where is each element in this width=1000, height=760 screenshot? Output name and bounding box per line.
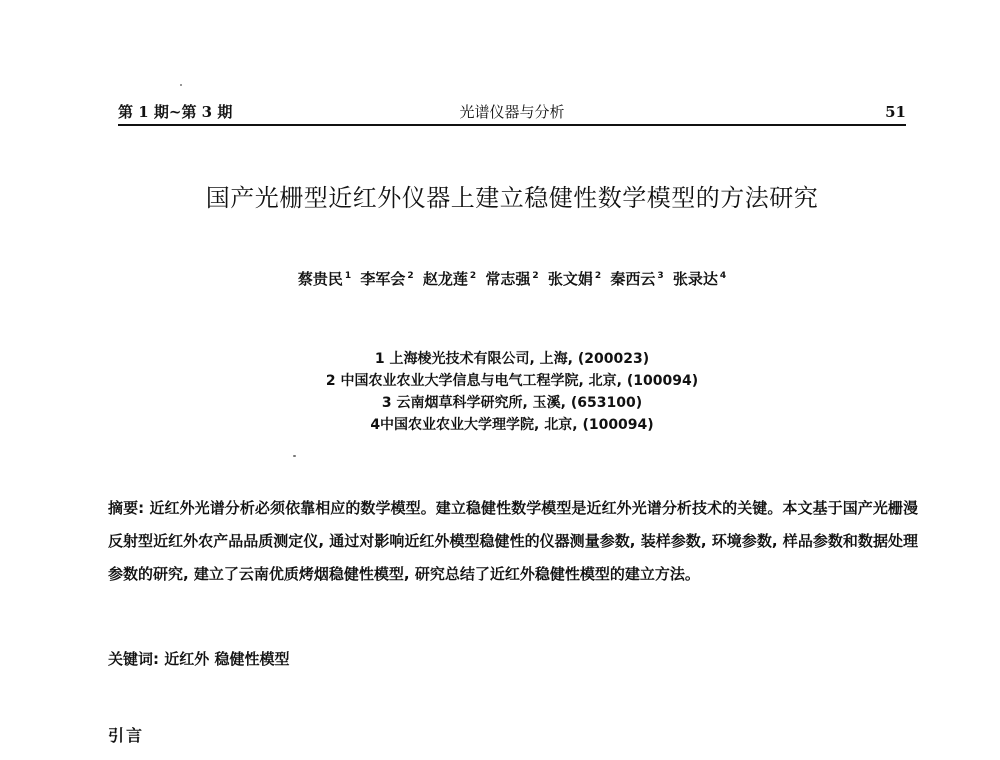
journal-name: 光谱仪器与分析 (459, 103, 565, 121)
running-header (118, 100, 906, 126)
affiliation: 4中国农业农业大学理学院, 北京, (100094) (370, 417, 654, 433)
section-heading: 引言 (108, 726, 145, 745)
keywords-text: 近红外 稳健性模型 (164, 650, 290, 668)
author-list (118, 268, 906, 289)
author: 常志强 $^2$ (485, 270, 539, 288)
author: 张文娟 $^2$ (547, 270, 602, 288)
affiliation-list (118, 348, 906, 436)
paper-title: 国产光栅型近红外仪器上建立稳健性数学模型的方法研究 (205, 184, 819, 212)
page-number: 51 (885, 103, 906, 121)
author: 李军会 $^2$ (360, 270, 414, 288)
keywords-label: 关键词: (108, 650, 159, 668)
keywords (108, 648, 918, 670)
issue-range: 第 1 期~第 3 期 (118, 103, 233, 121)
scan-speck (293, 455, 296, 457)
author: 秦西云 $^3$ (610, 270, 664, 288)
abstract-label: 摘要: (108, 499, 145, 517)
author: 赵龙莲 $^2$ (422, 270, 477, 288)
affiliation: 3 云南烟草科学研究所, 玉溪, (653100) (381, 395, 643, 411)
abstract (108, 492, 918, 591)
abstract-text: 近红外光谱分析必须依靠相应的数学模型。建立稳健性数学模型是近红外光谱分析技术的关键。本文基于国产光栅漫反射型近红外农产品品质测定仪, 通过对影响近红外模型稳健性的仪器测量参数, 装样参数, 环境参数, 样品参数和数据处理参数的研究, 建立了云南优质烤烟稳健性模型, 研究总结了近红外稳健性模型的建立方法。 (108, 499, 918, 583)
affiliation: 1 上海棱光技术有限公司, 上海, (200023) (374, 351, 650, 367)
author: 张录达 $^4$ (672, 270, 727, 288)
scan-speck (180, 84, 182, 86)
author: 蔡贵民 $^1$ (297, 270, 352, 288)
affiliation: 2 中国农业农业大学信息与电气工程学院, 北京, (100094) (325, 373, 699, 389)
